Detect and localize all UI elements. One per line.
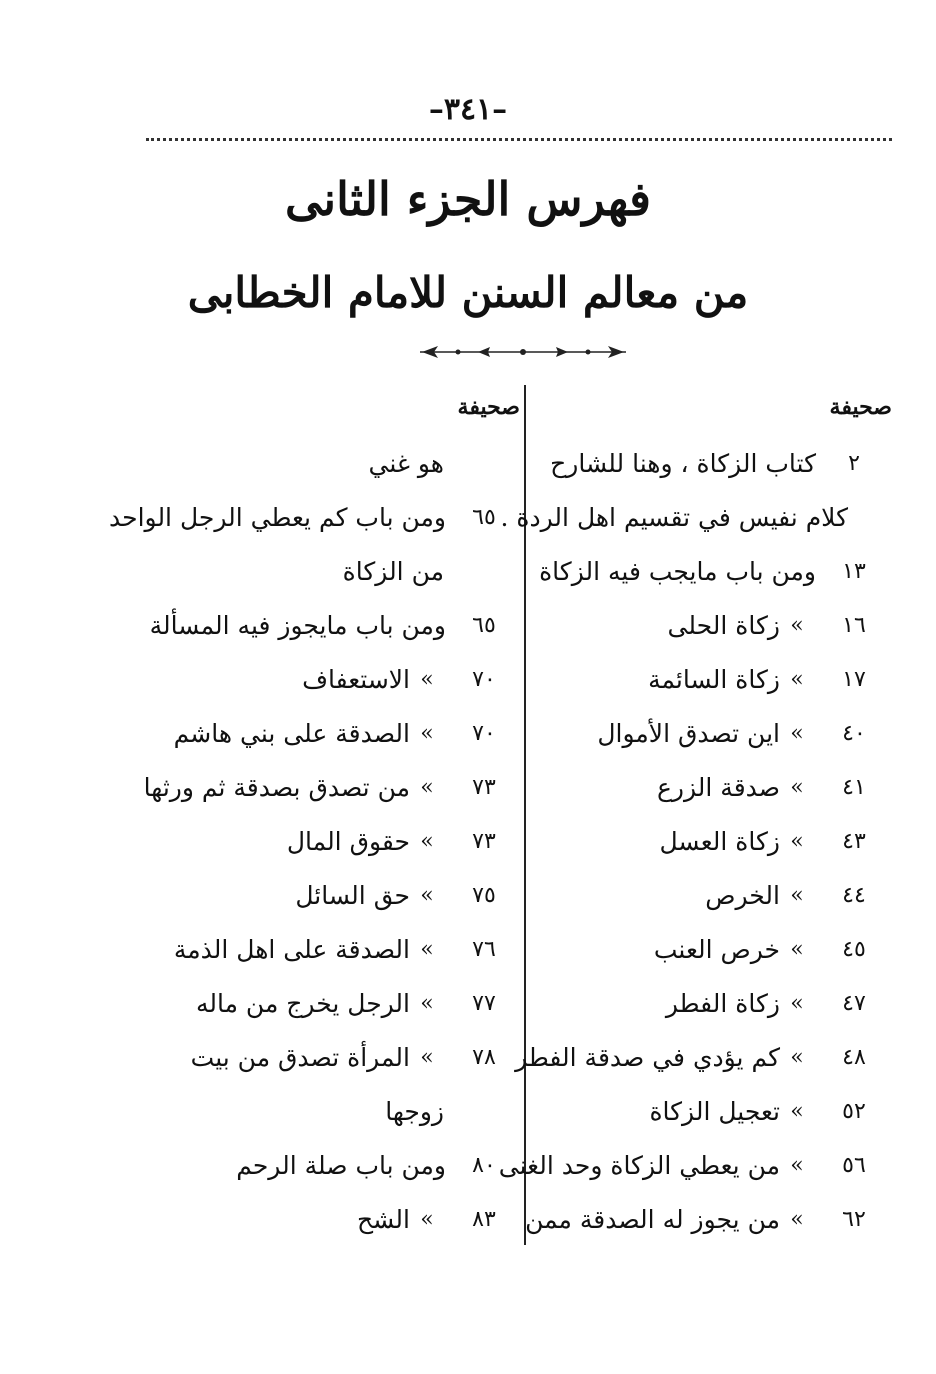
page-ref: ٧٠ [472,721,496,746]
entry-title: زكاة الفطر [665,989,780,1018]
ditto-mark: » [420,883,434,908]
entry-title: خرص العنب [653,935,780,964]
page-ref: ٦٥ [472,505,496,530]
ditto-mark: » [420,1207,434,1232]
toc-entry [500,498,876,538]
toc-entry [540,1092,876,1132]
entry-title: الشح [356,1205,410,1234]
page-ref: ٥٢ [842,1099,866,1124]
entry-title: من يجوز له الصدقة ممن [525,1205,780,1234]
toc-entry [146,1146,506,1186]
toc-entry [540,660,876,700]
page-ref: ٧٨ [472,1045,496,1070]
page-ref: ٧٠ [472,667,496,692]
ditto-mark: » [790,829,804,854]
entry-title: ومن باب مايجب فيه الزكاة [539,557,816,586]
entry-title: من يعطي الزكاة وحد الغنى [498,1151,780,1180]
ditto-mark: » [420,1045,434,1070]
entry-title: الصدقة على بني هاشم [173,719,410,748]
page-ref: ٤٤ [842,883,866,908]
toc-entry [146,660,506,700]
page-ref: ١٦ [842,613,866,638]
toc-entry [146,606,506,646]
toc-entry [540,822,876,862]
entry-title: زكاة الحلى [667,611,780,640]
page-ref: ٨٣ [472,1207,496,1232]
toc-entry [146,714,506,754]
page-ref: ١٧ [842,667,866,692]
entry-title: ومن باب مايجوز فيه المسألة [149,611,446,640]
ditto-mark: » [790,775,804,800]
header-rule [146,138,892,141]
entry-title: هو غني [368,449,444,478]
page-ref: ٤٨ [842,1045,866,1070]
page-ref: ٨٠ [472,1153,496,1178]
toc-entry [540,714,876,754]
toc-entry [525,1200,876,1240]
toc-entry [540,984,876,1024]
ditto-mark: » [420,667,434,692]
entry-title: من الزكاة [342,557,444,586]
ditto-mark: » [790,721,804,746]
toc-entry [540,930,876,970]
page-ref: ٧٦ [472,937,496,962]
page-ref: ١٣ [842,559,866,584]
page-ref: ٧٣ [472,775,496,800]
toc-entry [515,1038,876,1078]
toc-entry [540,606,876,646]
ditto-mark: » [790,613,804,638]
toc-entry [109,498,506,538]
entry-title: حق السائل [295,881,410,910]
entry-title: كم يؤدي في صدقة الفطر [515,1043,780,1072]
toc-entry [146,984,506,1024]
entry-title: كلام نفيس في تقسيم اهل الردة . [500,503,848,532]
entry-title: ومن باب صلة الرحم [236,1151,446,1180]
toc-entry [540,444,876,484]
ditto-mark: » [790,937,804,962]
column-header-left: صحيفة [457,394,520,420]
ditto-mark: » [420,775,434,800]
entry-title: الصدقة على اهل الذمة [173,935,410,964]
ditto-mark: » [790,1207,804,1232]
entry-title: الخرص [705,881,780,910]
entry-title: زوجها [385,1097,444,1126]
toc-entry [540,552,876,592]
toc-entry [146,444,506,484]
entry-title: زكاة العسل [659,827,780,856]
page-ref: ٤٣ [842,829,866,854]
entry-title: المرأة تصدق من بيت [190,1043,410,1072]
page-ref: ٧٧ [472,991,496,1016]
entry-title: زكاة السائمة [648,665,780,694]
ditto-mark: » [790,667,804,692]
ditto-mark: » [790,1045,804,1070]
entry-title: من تصدق بصدقة ثم ورثها [143,773,410,802]
entry-title: تعجيل الزكاة [649,1097,780,1126]
page-ref: ٦٥ [472,613,496,638]
toc-entry [146,822,506,862]
page-ref: ٤٧ [842,991,866,1016]
toc-entry [146,930,506,970]
entry-title: اين تصدق الأموال [597,719,780,748]
ditto-mark: » [790,1099,804,1124]
toc-entry [146,876,506,916]
ditto-mark: » [420,937,434,962]
page-ref: ٧٥ [472,883,496,908]
entry-title: كتاب الزكاة ، وهنا للشارح [550,449,816,478]
ornament-divider [418,342,628,362]
page-ref: ٤٥ [842,937,866,962]
page-ref: ٦٢ [842,1207,866,1232]
entry-title: صدقة الزرع [657,773,780,802]
ditto-mark: » [420,829,434,854]
page-ref: ٤٠ [842,721,866,746]
toc-entry [540,768,876,808]
page-ref: ٢ [848,451,860,476]
toc-entry [146,552,506,592]
column-header-right: صحيفة [829,394,892,420]
toc-entry [146,1092,506,1132]
page-subtitle: من معالم السنن للامام الخطابى [187,268,749,317]
page-ref: ٤١ [842,775,866,800]
ditto-mark: » [790,883,804,908]
toc-entry [143,768,506,808]
entry-title: الرجل يخرج من ماله [195,989,410,1018]
toc-entry [498,1146,876,1186]
ditto-mark: » [790,1153,804,1178]
page-ref: ٧٣ [472,829,496,854]
entry-title: ومن باب كم يعطي الرجل الواحد [109,503,446,532]
toc-entry [540,876,876,916]
entry-title: حقوق المال [286,827,410,856]
page-title: فهرس الجزء الثانى [284,172,652,226]
page-ref: ٥٦ [842,1153,866,1178]
entry-title: الاستعفاف [302,665,410,694]
toc-entry [146,1200,506,1240]
ditto-mark: » [790,991,804,1016]
ditto-mark: » [420,721,434,746]
page-number: –٣٤١– [428,92,508,127]
ditto-mark: » [420,991,434,1016]
toc-entry [146,1038,506,1078]
